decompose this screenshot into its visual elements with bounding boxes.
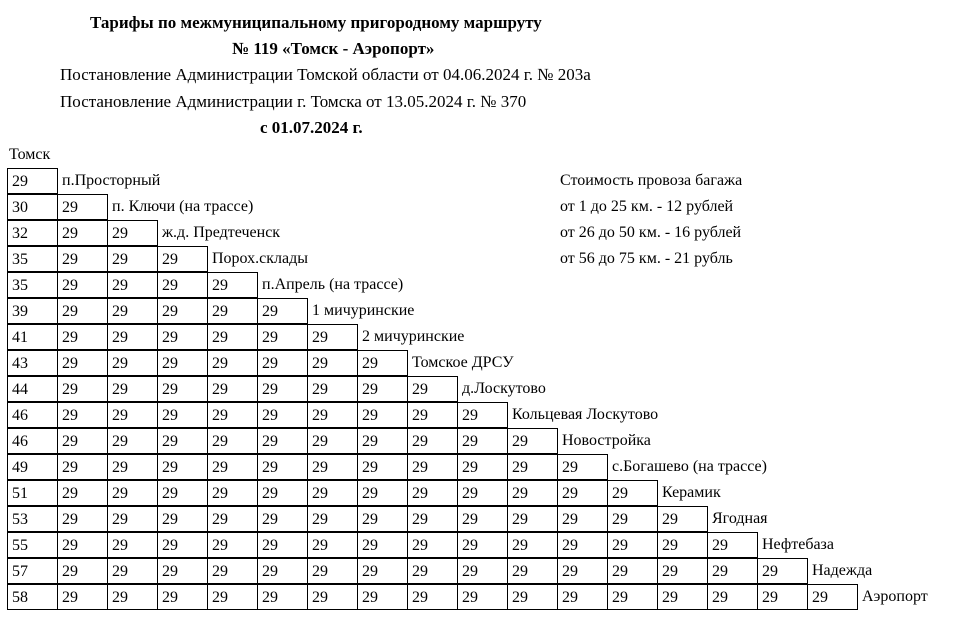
fare-cell: 57 <box>7 558 57 584</box>
table-row <box>7 168 928 194</box>
stop-name: с.Богашево (на трассе) <box>607 454 767 480</box>
fare-cell: 29 <box>157 324 207 350</box>
fare-cell: 29 <box>507 532 557 558</box>
fare-cell: 41 <box>7 324 57 350</box>
fare-cell: 29 <box>257 480 307 506</box>
table-row <box>7 428 928 454</box>
fare-cell: 29 <box>57 558 107 584</box>
stop-name: п.Просторный <box>57 168 160 194</box>
fare-cell: 29 <box>257 298 307 324</box>
fare-cell: 29 <box>207 480 257 506</box>
fare-cell: 29 <box>157 454 207 480</box>
fare-cell: 29 <box>307 402 357 428</box>
table-row <box>7 506 928 532</box>
fare-cell: 29 <box>57 376 107 402</box>
fare-cell: 29 <box>207 298 257 324</box>
fare-cell: 29 <box>107 324 157 350</box>
fare-table <box>7 168 928 610</box>
resolution-city: Постановление Администрации г. Томска от 13.05.2024 г. № 370 <box>60 92 527 111</box>
stop-name: 1 мичуринские <box>307 298 414 324</box>
fare-cell: 29 <box>607 506 657 532</box>
fare-cell: 29 <box>757 558 807 584</box>
fare-cell: 29 <box>307 376 357 402</box>
fare-cell: 29 <box>307 506 357 532</box>
fare-cell: 29 <box>357 584 407 610</box>
fare-cell: 29 <box>157 584 207 610</box>
fare-cell: 29 <box>157 298 207 324</box>
fare-cell: 29 <box>357 558 407 584</box>
fare-cell: 29 <box>307 428 357 454</box>
fare-cell: 29 <box>257 532 307 558</box>
fare-cell: 29 <box>157 532 207 558</box>
fare-cell: 29 <box>507 454 557 480</box>
fare-cell: 29 <box>657 532 707 558</box>
stop-name: Надежда <box>807 558 872 584</box>
fare-cell: 29 <box>357 350 407 376</box>
fare-cell: 29 <box>557 558 607 584</box>
stop-name: Новостройка <box>557 428 651 454</box>
fare-cell: 29 <box>307 480 357 506</box>
fare-cell: 29 <box>57 506 107 532</box>
fare-cell: 29 <box>107 532 157 558</box>
fare-cell: 29 <box>407 454 457 480</box>
fare-cell: 29 <box>107 454 157 480</box>
fare-cell: 29 <box>157 350 207 376</box>
stop-name: ж.д. Предтеченск <box>157 220 280 246</box>
fare-cell: 29 <box>57 350 107 376</box>
fare-cell: 29 <box>57 584 107 610</box>
fare-cell: 29 <box>307 558 357 584</box>
document-title-line2: № 119 «Томск - Аэропорт» <box>232 39 435 58</box>
fare-cell: 29 <box>657 506 707 532</box>
fare-cell: 29 <box>57 454 107 480</box>
luggage-info <box>560 171 742 275</box>
stop-name: Порох.склады <box>207 246 308 272</box>
fare-cell: 29 <box>107 376 157 402</box>
fare-cell: 29 <box>707 532 757 558</box>
fare-cell: 29 <box>57 194 107 220</box>
fare-cell: 29 <box>407 402 457 428</box>
fare-cell: 29 <box>57 298 107 324</box>
fare-cell: 29 <box>207 454 257 480</box>
fare-cell: 29 <box>257 584 307 610</box>
fare-cell: 29 <box>157 246 207 272</box>
fare-cell: 29 <box>457 480 507 506</box>
fare-cell: 29 <box>657 584 707 610</box>
fare-cell: 29 <box>57 428 107 454</box>
fare-cell: 29 <box>257 558 307 584</box>
table-row <box>7 402 928 428</box>
fare-cell: 53 <box>7 506 57 532</box>
fare-cell: 29 <box>7 168 57 194</box>
fare-cell: 29 <box>357 376 407 402</box>
fare-cell: 29 <box>107 350 157 376</box>
fare-cell: 29 <box>107 480 157 506</box>
stop-name: Керамик <box>657 480 721 506</box>
fare-cell: 29 <box>107 506 157 532</box>
table-row <box>7 558 928 584</box>
fare-cell: 29 <box>557 480 607 506</box>
stop-name: Томское ДРСУ <box>407 350 514 376</box>
fare-cell: 29 <box>157 558 207 584</box>
table-row <box>7 532 928 558</box>
fare-cell: 29 <box>257 454 307 480</box>
fare-cell: 29 <box>257 506 307 532</box>
fare-cell: 43 <box>7 350 57 376</box>
effective-date: с 01.07.2024 г. <box>260 118 363 137</box>
fare-cell: 29 <box>557 506 607 532</box>
table-row <box>7 194 928 220</box>
table-row <box>7 246 928 272</box>
fare-cell: 29 <box>607 480 657 506</box>
fare-cell: 29 <box>257 428 307 454</box>
fare-cell: 29 <box>507 584 557 610</box>
fare-cell: 29 <box>207 532 257 558</box>
stop-name: Аэропорт <box>857 584 928 610</box>
fare-cell: 32 <box>7 220 57 246</box>
fare-cell: 44 <box>7 376 57 402</box>
fare-cell: 29 <box>507 428 557 454</box>
fare-cell: 29 <box>157 402 207 428</box>
table-row <box>7 480 928 506</box>
stop-name: д.Лоскутово <box>457 376 546 402</box>
fare-cell: 29 <box>757 584 807 610</box>
fare-cell: 29 <box>157 428 207 454</box>
fare-cell: 29 <box>307 584 357 610</box>
fare-cell: 29 <box>357 402 407 428</box>
fare-cell: 29 <box>407 558 457 584</box>
fare-cell: 29 <box>107 220 157 246</box>
fare-cell: 29 <box>207 558 257 584</box>
luggage-line: от 1 до 25 км. - 12 рублей <box>560 198 734 215</box>
fare-cell: 29 <box>357 454 407 480</box>
fare-cell: 35 <box>7 272 57 298</box>
fare-cell: 29 <box>457 558 507 584</box>
fare-cell: 29 <box>157 272 207 298</box>
fare-cell: 29 <box>157 506 207 532</box>
fare-cell: 29 <box>457 454 507 480</box>
fare-cell: 29 <box>557 454 607 480</box>
document-title-line1: Тарифы по межмуниципальному пригородному маршруту <box>90 13 542 32</box>
fare-cell: 29 <box>157 480 207 506</box>
table-row <box>7 376 928 402</box>
fare-cell: 29 <box>157 376 207 402</box>
fare-cell: 29 <box>207 272 257 298</box>
table-row <box>7 272 928 298</box>
fare-cell: 29 <box>57 220 107 246</box>
luggage-title: Стоимость провоза багажа <box>560 172 743 189</box>
fare-cell: 29 <box>307 324 357 350</box>
fare-cell: 39 <box>7 298 57 324</box>
fare-cell: 29 <box>107 428 157 454</box>
fare-cell: 29 <box>507 558 557 584</box>
origin-stop: Томск <box>9 146 51 163</box>
fare-cell: 29 <box>607 584 657 610</box>
fare-cell: 29 <box>507 480 557 506</box>
fare-cell: 29 <box>457 402 507 428</box>
fare-cell: 29 <box>357 532 407 558</box>
resolution-region: Постановление Администрации Томской области от 04.06.2024 г. № 203а <box>60 65 591 84</box>
fare-cell: 29 <box>107 298 157 324</box>
stop-name: Нефтебаза <box>757 532 834 558</box>
fare-cell: 55 <box>7 532 57 558</box>
fare-cell: 29 <box>107 246 157 272</box>
fare-cell: 29 <box>257 350 307 376</box>
fare-cell: 29 <box>257 324 307 350</box>
fare-cell: 29 <box>107 584 157 610</box>
fare-cell: 29 <box>307 454 357 480</box>
fare-cell: 29 <box>257 402 307 428</box>
fare-cell: 29 <box>707 558 757 584</box>
fare-cell: 51 <box>7 480 57 506</box>
fare-cell: 29 <box>407 584 457 610</box>
fare-cell: 29 <box>207 584 257 610</box>
fare-cell: 29 <box>807 584 857 610</box>
table-row <box>7 220 928 246</box>
fare-cell: 30 <box>7 194 57 220</box>
fare-cell: 29 <box>407 506 457 532</box>
stop-name: Ягодная <box>707 506 768 532</box>
fare-cell: 29 <box>307 532 357 558</box>
luggage-line: от 56 до 75 км. - 21 рубль <box>560 250 733 267</box>
fare-cell: 29 <box>457 506 507 532</box>
fare-cell: 49 <box>7 454 57 480</box>
fare-cell: 29 <box>557 532 607 558</box>
fare-cell: 29 <box>557 584 607 610</box>
stop-name: п. Ключи (на трассе) <box>107 194 253 220</box>
fare-cell: 29 <box>457 532 507 558</box>
fare-cell: 29 <box>457 428 507 454</box>
fare-cell: 29 <box>107 272 157 298</box>
table-row <box>7 350 928 376</box>
fare-cell: 29 <box>307 350 357 376</box>
fare-cell: 29 <box>257 376 307 402</box>
fare-cell: 29 <box>657 558 707 584</box>
fare-cell: 29 <box>107 558 157 584</box>
fare-cell: 29 <box>57 324 107 350</box>
fare-cell: 29 <box>107 402 157 428</box>
luggage-line: от 26 до 50 км. - 16 рублей <box>560 224 742 241</box>
fare-cell: 29 <box>357 506 407 532</box>
fare-cell: 46 <box>7 402 57 428</box>
fare-cell: 29 <box>607 558 657 584</box>
fare-cell: 29 <box>57 532 107 558</box>
fare-cell: 29 <box>407 480 457 506</box>
fare-cell: 29 <box>57 480 107 506</box>
fare-cell: 29 <box>357 428 407 454</box>
fare-cell: 29 <box>407 428 457 454</box>
fare-cell: 35 <box>7 246 57 272</box>
fare-cell: 29 <box>57 246 107 272</box>
table-row <box>7 298 928 324</box>
fare-cell: 29 <box>207 376 257 402</box>
stop-name: Кольцевая Лоскутово <box>507 402 658 428</box>
stop-name: 2 мичуринские <box>357 324 464 350</box>
stop-name: п.Апрель (на трассе) <box>257 272 403 298</box>
table-row <box>7 324 928 350</box>
fare-cell: 58 <box>7 584 57 610</box>
fare-cell: 29 <box>57 402 107 428</box>
fare-cell: 29 <box>207 506 257 532</box>
fare-cell: 46 <box>7 428 57 454</box>
table-row <box>7 584 928 610</box>
fare-cell: 29 <box>207 350 257 376</box>
fare-cell: 29 <box>407 376 457 402</box>
fare-cell: 29 <box>207 324 257 350</box>
fare-cell: 29 <box>207 428 257 454</box>
fare-cell: 29 <box>457 584 507 610</box>
fare-cell: 29 <box>357 480 407 506</box>
fare-cell: 29 <box>207 402 257 428</box>
fare-cell: 29 <box>707 584 757 610</box>
fare-cell: 29 <box>507 506 557 532</box>
fare-cell: 29 <box>607 532 657 558</box>
table-row <box>7 454 928 480</box>
fare-cell: 29 <box>407 532 457 558</box>
fare-cell: 29 <box>57 272 107 298</box>
